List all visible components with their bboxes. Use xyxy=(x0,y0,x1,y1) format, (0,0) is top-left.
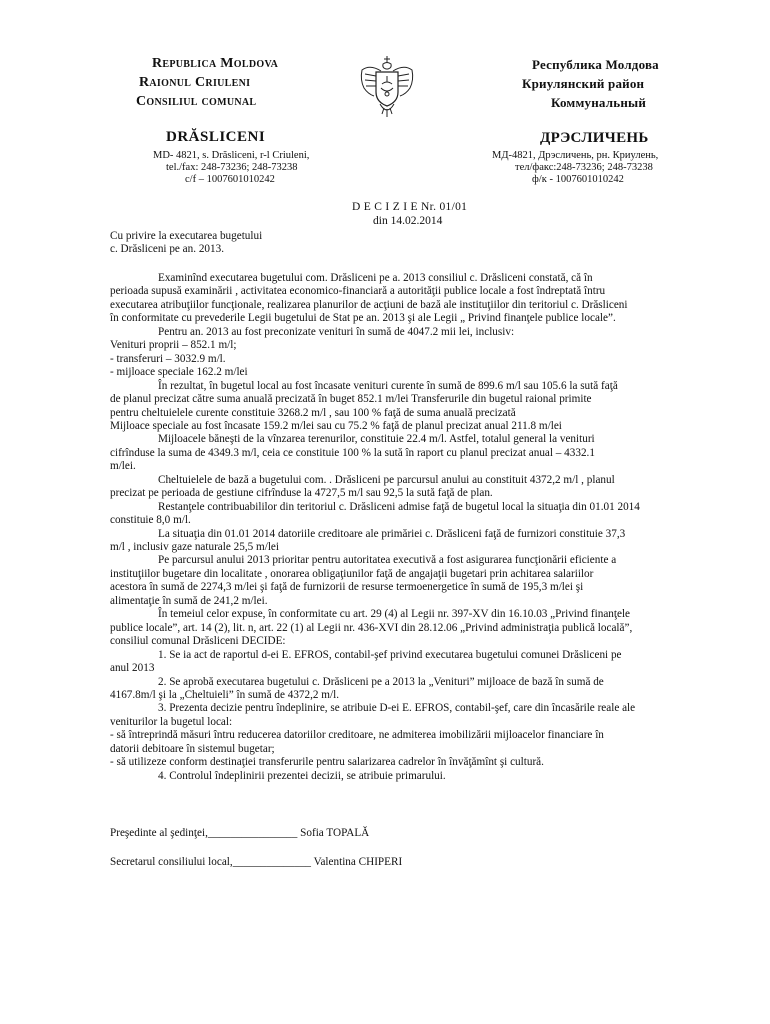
header-right-phone: тел/факс:248-73236; 248-73238 xyxy=(515,162,653,173)
header-left-country: Republica Moldova xyxy=(152,56,279,71)
body-line: m/l , inclusiv gaze naturale 25,5 m/lei xyxy=(110,541,280,553)
body-line: - transferuri – 3032.9 m/l. xyxy=(110,352,226,365)
body-line: - mijloace speciale 162.2 m/lei xyxy=(110,366,248,379)
body-line: acestora în sumă de 2274,3 m/lei şi faţă de furnizorii de resurse termoenergetice în sumă de 195,3 m/lei şi xyxy=(110,581,584,594)
body-line: - să întreprindă măsuri întru reducerea datoriilor creditoare, ne admiterea imobilizării mijloacelor financiare în xyxy=(110,729,604,742)
body-line: anul 2013 xyxy=(110,662,155,675)
body-line: - să utilizeze conform destinaţiei transferurile pentru salarizarea cadrelor în învăţămînt şi cultură. xyxy=(110,756,544,769)
signature-chair: Preşedinte al şedinţei,________________ Sofia TOPALĂ xyxy=(110,827,370,839)
body-line: La situaţia din 01.01 2014 datoriile creditoare ale primăriei c. Drăsliceni faţă de furnizori constituie 37,3 xyxy=(158,527,626,540)
body-line: Pe parcursul anului 2013 prioritar pentru autoritatea executivă a fost asigurarea funcţionării eficiente a xyxy=(158,554,617,567)
header-right-name: ДРЭСЛИЧЕНЬ xyxy=(540,130,649,146)
header-right-district: Криулянский район xyxy=(522,76,645,91)
body-line: constituie 8,0 m/l. xyxy=(110,514,191,527)
body-line: În temeiul celor expuse, în conformitate cu art. 29 (4) al Legii nr. 397-XV din 16.10.03 „Privind finanţele xyxy=(158,608,631,621)
body-line: publice locale”, art. 14 (2), lit. n, art. 22 (1) al Legii nr. 436-XVI din 28.12.06 „Privind administraţia publică locală”, xyxy=(110,621,633,634)
body-line: Cheltuielele de bază a bugetului com. . Drăsliceni pe parcursul anului au constituit 4372,2 m/l , planul xyxy=(158,473,615,486)
body-line: 4167.8m/l şi la „Cheltuieli” în sumă de 4372,2 m/l. xyxy=(110,688,340,701)
header-right-address: МД-4821, Дрэсличень, рн. Криулень, xyxy=(492,150,659,161)
body-line: Venituri proprii – 852.1 m/l; xyxy=(110,339,237,352)
body-line: Examinînd executarea bugetului com. Drăsliceni pe a. 2013 consiliul c. Drăsliceni constată, că în xyxy=(158,272,593,284)
header-left-fiscal-code: c/f – 1007601010242 xyxy=(185,174,275,185)
body-line: Pentru an. 2013 au fost preconizate venituri în sumă de 4047.2 mii lei, inclusiv: xyxy=(158,325,515,338)
body-line: m/lei. xyxy=(110,460,136,473)
decision-date: din 14.02.2014 xyxy=(373,215,443,227)
body-line: instituţiilor bugetare din localitate , onorarea obligaţiunilor faţă de angajaţii bugetari prin achitarea salariilor xyxy=(110,567,594,580)
header-right-country: Республика Молдова xyxy=(532,57,659,72)
header-right-council: Коммунальный xyxy=(551,95,647,110)
body-line: 4. Controlul îndeplinirii prezentei decizii, se atribuie primarului. xyxy=(158,769,446,782)
subject-line-2: c. Drăsliceni pe an. 2013. xyxy=(110,243,225,255)
signature-secretary: Secretarul consiliului local,______________ Valentina CHIPERI xyxy=(110,856,403,868)
header-left-council: Consiliul comunal xyxy=(136,94,257,109)
body-line: de planul precizat către suma anuală precizată în buget 852.1 m/lei Transferurile din bugetul raional primite xyxy=(110,393,592,406)
header-left-address: MD- 4821, s. Drăsliceni, r-l Criuleni, xyxy=(153,150,310,161)
body-line: perioada supusă examinării , activitatea economico-financiară a autorităţii publice locale a fost îndreptată întru xyxy=(110,285,606,298)
body-line: 1. Se ia act de raportul d-ei E. EFROS, contabil-şef privind executarea bugetului comunei Drăsliceni pe xyxy=(158,648,622,661)
body-line: 3. Prezenta decizie pentru îndeplinire, se atribuie D-ei E. EFROS, contabil-şef, care din încasările reale ale xyxy=(158,702,636,715)
body-line: Mijloacele băneşti de la vînzarea terenurilor, constituie 22.4 m/l. Astfel, totalul general la venituri xyxy=(158,433,595,446)
body-line: Restanţele contribuabililor din teritoriul c. Drăsliceni admise faţă de bugetul local la situaţia din 01.01 2014 xyxy=(158,500,640,513)
header-left-district: Raionul Criuleni xyxy=(139,75,251,90)
body-line: alimentaţie în sumă de 241,2 m/lei. xyxy=(110,594,268,607)
subject-line-1: Cu privire la executarea bugetului xyxy=(110,230,263,242)
body-line: executarea atribuţiilor funcţionale, realizarea planurilor de acţiuni de bază ale instituţiilor din teritoriul c. Drăsliceni xyxy=(110,298,628,311)
coat-of-arms-icon xyxy=(356,54,418,120)
decision-title: D E C I Z I E Nr. 01/01 xyxy=(352,201,468,213)
body-line: consiliul comunal Drăsliceni DECIDE: xyxy=(110,635,286,648)
body-line: cifrînduse la suma de 4349.3 m/l, ceia ce constituie 100 % la sută în raport cu planul precizat anual – 4332.1 xyxy=(110,446,595,459)
body-line: în conformitate cu prevederile Legii bugetului de Stat pe an. 2013 şi ale Legii „ Privind finanţele publice locale”. xyxy=(110,312,616,325)
body-line: precizat pe perioada de gestiune cifrînduse la 4727,5 m/l sau 92,5 la sută faţă de plan. xyxy=(110,487,493,500)
body-line: veniturilor la bugetul local: xyxy=(110,715,233,728)
header-left-phone: tel./fax: 248-73236; 248-73238 xyxy=(166,162,298,173)
body-line: pentru cheltuielele curente constituie 3268.2 m/l , sau 100 % faţă de suma anuală precizată xyxy=(110,406,516,419)
header-right-fiscal-code: ф/к - 1007601010242 xyxy=(532,174,624,185)
body-line: Mijloace speciale au fost încasate 159.2 m/lei sau cu 75.2 % faţă de planul precizat anual 211.8 m/lei xyxy=(110,419,562,432)
body-line: 2. Se aprobă executarea bugetului c. Drăsliceni pe a 2013 la „Venituri” mijloace de bază în sumă de xyxy=(158,675,604,688)
body-line: În rezultat, în bugetul local au fost încasate venituri curente în sumă de 899.6 m/l sau 105.6 la sută faţă xyxy=(158,379,618,392)
body-line: datorii debitoare în sistemul bugetar; xyxy=(110,742,275,755)
header-left-name: DRĂSLICENI xyxy=(166,129,266,145)
